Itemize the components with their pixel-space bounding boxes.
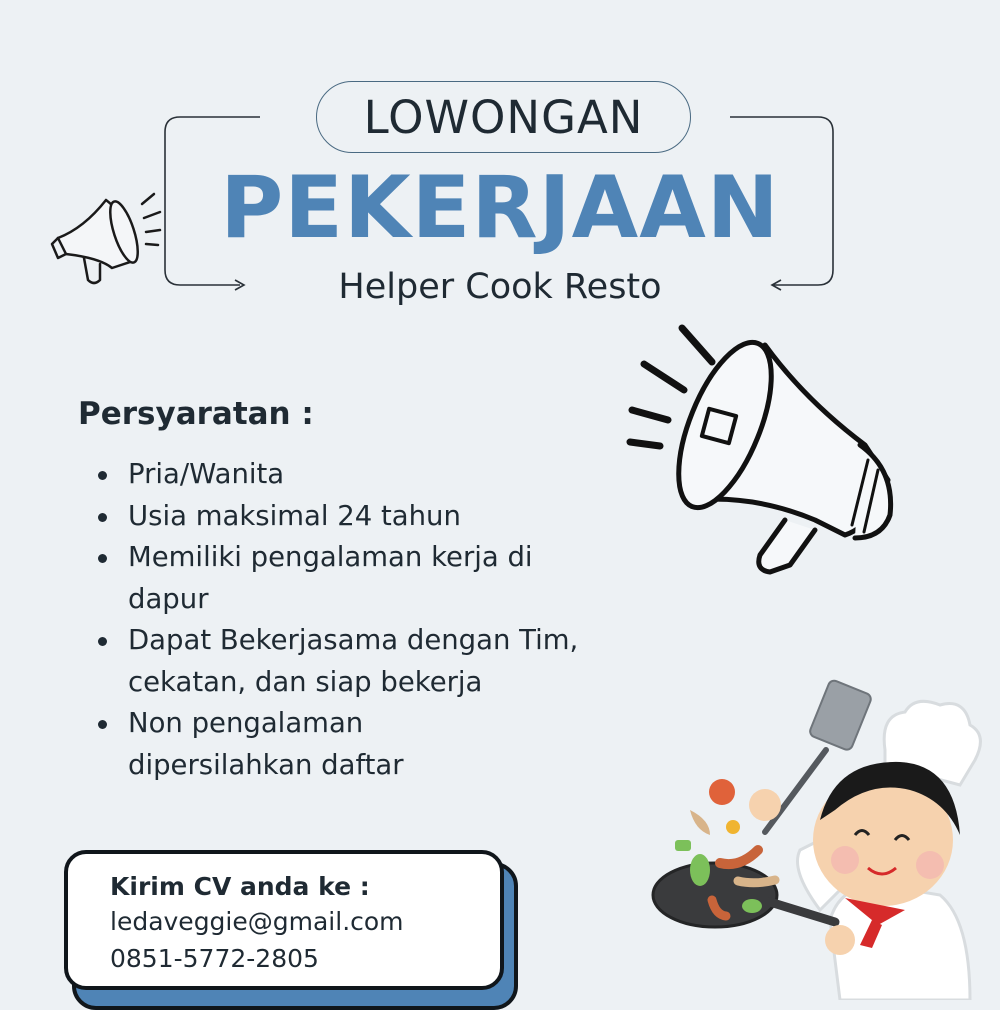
requirement-item: Memiliki pengalaman kerja di dapur: [92, 537, 612, 620]
bullet-icon: [98, 554, 107, 563]
requirement-item: Pria/Wanita: [92, 454, 612, 496]
contact-phone[interactable]: 0851-5772-2805: [110, 944, 319, 973]
bullet-icon: [98, 513, 107, 522]
lowongan-pill: [316, 81, 691, 153]
bullet-icon: [98, 637, 107, 646]
requirements-title: Persyaratan :: [78, 396, 314, 432]
contact-title: Kirim CV anda ke :: [110, 872, 370, 901]
megaphone-icon: [620, 320, 910, 590]
contact-email[interactable]: ledaveggie@gmail.com: [110, 907, 404, 936]
bullet-icon: [98, 720, 107, 729]
requirement-item: Dapat Bekerjasama dengan Tim, cekatan, dan siap bekerja: [92, 620, 612, 703]
requirement-item: Usia maksimal 24 tahun: [92, 496, 612, 538]
position-title: Helper Cook Resto: [338, 267, 662, 307]
chef-cooking-illustration: [640, 670, 1000, 1000]
headline: PEKERJAAN: [220, 158, 780, 258]
bullet-icon: [98, 471, 107, 480]
requirements-list: [92, 454, 612, 786]
megaphone-icon: [44, 188, 164, 298]
top-label: LOWONGAN: [363, 90, 644, 144]
requirement-item: Non pengalaman dipersilahkan daftar: [92, 703, 612, 786]
